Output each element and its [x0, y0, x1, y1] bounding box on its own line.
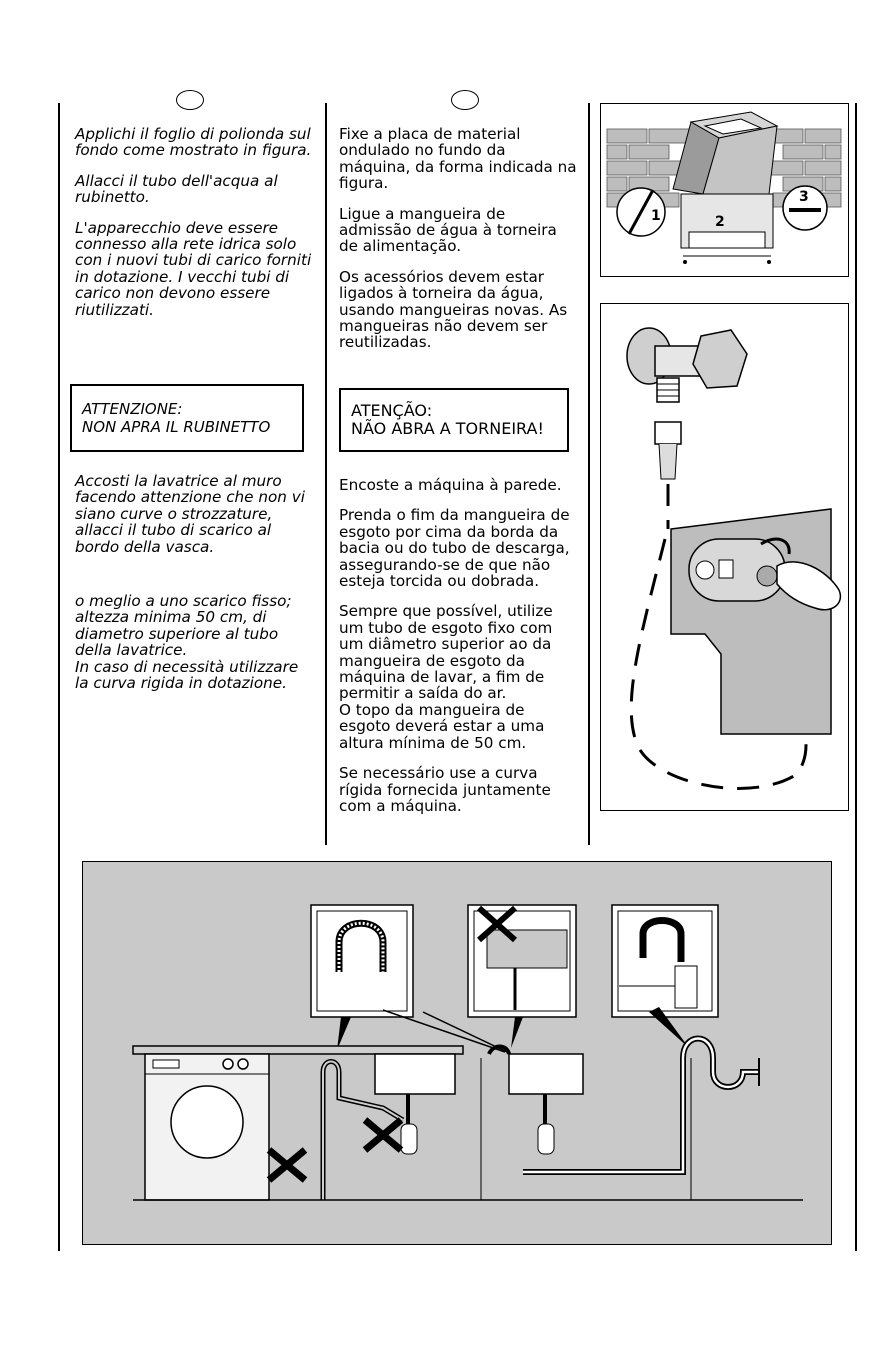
- italian-paragraph: Accosti la lavatrice al muro facendo attenzione che non vi siano curve o strozzature, allacci il tubo di scarico al bordo della vasca.: [75, 472, 305, 556]
- italian-column: [75, 126, 315, 332]
- italian-warning-title: ATTENZIONE:: [82, 400, 183, 418]
- portuguese-warning-title: ATENÇÃO:: [351, 401, 433, 420]
- italian-paragraph: Applichi il foglio di polionda sul fondo come mostrato in figura.: [75, 125, 312, 160]
- language-badge-portuguese: [451, 90, 479, 110]
- portuguese-paragraph: Encoste a máquina à parede.: [339, 476, 562, 494]
- italian-paragraph: In caso di necessità utilizzare la curva rigida in dotazione.: [75, 657, 299, 693]
- figure-label-2: 2: [715, 214, 725, 230]
- italian-warning-text: NON APRA IL RUBINETTO: [82, 418, 271, 436]
- portuguese-paragraph: Sempre que possível, utilize um tubo de esgoto fixo com um diâmetro superior ao da mangueira de esgoto da máquina de lavar, a fim de permitir a saída do ar.: [339, 602, 553, 703]
- portuguese-column-2: [339, 477, 579, 828]
- portuguese-paragraph: Se necessário use a curva rígida fornecida juntamente com a máquina.: [339, 764, 551, 815]
- column-divider-2: [588, 103, 590, 845]
- italian-warning-box: [70, 384, 304, 452]
- portuguese-paragraph: Ligue a mangueira de admissão de água à torneira de alimentação.: [339, 204, 557, 256]
- portuguese-paragraph: O topo da mangueira de esgoto deverá estar a uma altura mínima de 50 cm.: [339, 700, 545, 752]
- portuguese-warning-box: [339, 388, 569, 452]
- figure-tap-connection: [600, 303, 849, 811]
- figure-label-1: 1: [651, 208, 661, 224]
- italian-paragraph: L'apparecchio deve essere connesso alla rete idrica solo con i nuovi tubi di carico forniti in dotazione. I vecchi tubi di carico non devono essere riutilizzati.: [75, 218, 312, 319]
- language-badge-italian: [176, 90, 204, 110]
- page-border-left: [58, 103, 60, 1251]
- portuguese-paragraph: Os acessórios devem estar ligados à torneira da água, usando mangueiras novas. As mangueiras não devem ser reutilizadas.: [339, 267, 568, 352]
- callout-box-standpipe-ok: [612, 905, 718, 1017]
- portuguese-paragraph: Prenda o fim da mangueira de esgoto por cima da borda da bacia ou do tubo de descarga, assegurando-se de que não esteja torcida ou dobrada.: [339, 506, 570, 591]
- portuguese-paragraph: Fixe a placa de material ondulado no fundo da máquina, da forma indicada na figura.: [339, 125, 577, 193]
- figure-label-3: 3: [799, 189, 809, 205]
- italian-paragraph: o meglio a uno scarico fisso; altezza minima 50 cm, di diametro superiore al tubo della lavatrice.: [75, 592, 292, 660]
- italian-column-2: [75, 473, 315, 691]
- figure-drain-installation: [82, 861, 832, 1245]
- portuguese-column: [339, 126, 579, 365]
- callout-box-submerged-wrong: [468, 905, 576, 1017]
- callout-box-curve-ok: [311, 905, 413, 1017]
- figure-base-plate: [600, 103, 849, 277]
- portuguese-warning-text: NÃO ABRA A TORNEIRA!: [351, 419, 544, 438]
- column-divider-1: [325, 103, 327, 845]
- italian-paragraph: Allacci il tubo dell'acqua al rubinetto.: [75, 171, 278, 207]
- page-border-right: [855, 103, 857, 1251]
